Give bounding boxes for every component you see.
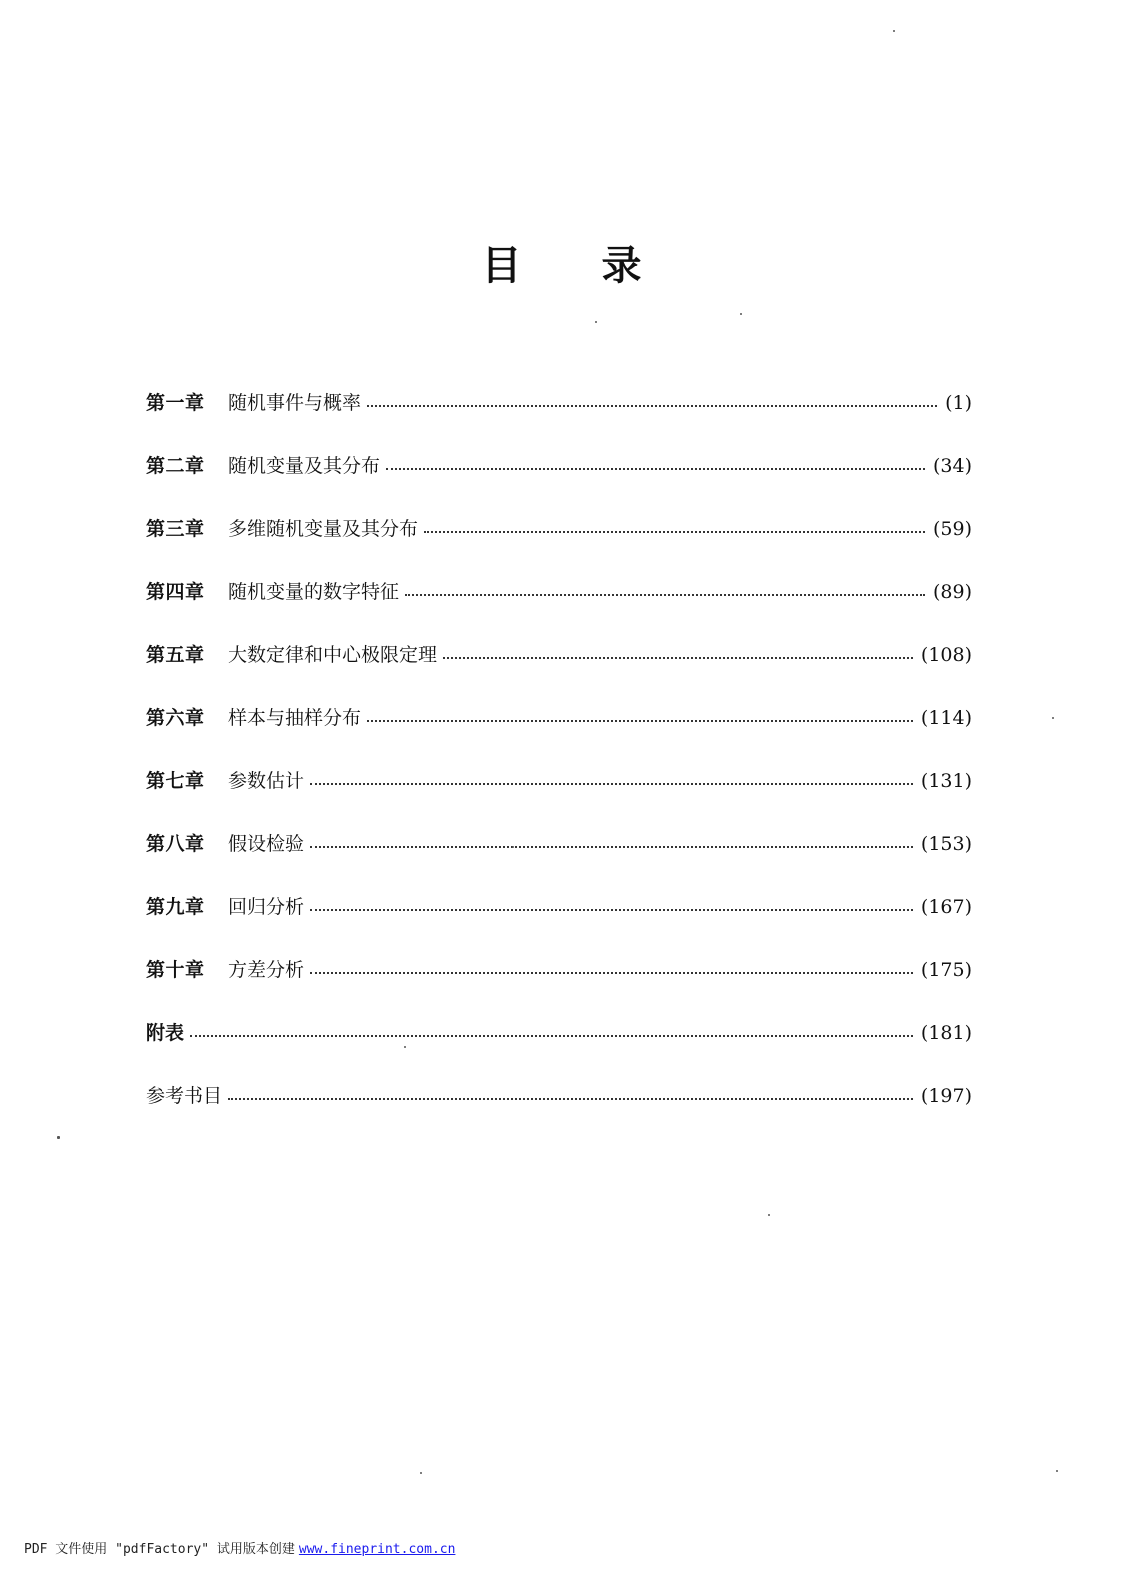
title-char-2: 录 xyxy=(601,242,642,289)
dot-leader xyxy=(228,1098,913,1100)
scan-speck xyxy=(1056,1470,1058,1472)
dot-leader xyxy=(190,1035,913,1037)
dot-leader xyxy=(310,783,913,785)
chapter-title: 假设检验 xyxy=(228,832,305,855)
dot-leader xyxy=(310,972,913,974)
toc-entry-chapter-1[interactable] xyxy=(146,371,972,434)
pdf-footer xyxy=(24,1538,455,1557)
page-number: (1) xyxy=(945,391,972,414)
appendix-title: 附表 xyxy=(146,1021,185,1044)
table-of-contents xyxy=(146,371,972,1127)
scan-speck xyxy=(595,321,597,323)
chapter-title: 多维随机变量及其分布 xyxy=(228,517,419,540)
chapter-number: 第十章 xyxy=(146,958,205,981)
dot-leader xyxy=(310,909,913,911)
footer-link[interactable]: www.fineprint.com.cn xyxy=(298,1542,456,1557)
toc-entry-chapter-5[interactable] xyxy=(146,623,972,686)
scan-speck xyxy=(1052,717,1054,719)
page-title xyxy=(0,238,1123,294)
dot-leader xyxy=(367,405,937,407)
page-number: (89) xyxy=(932,580,972,603)
dot-leader xyxy=(367,720,913,722)
footer-text: PDF 文件使用 "pdfFactory" 试用版本创建 xyxy=(24,1542,295,1557)
chapter-number: 第三章 xyxy=(146,517,205,540)
dot-leader xyxy=(405,594,925,596)
page-number: (167) xyxy=(920,895,972,918)
toc-entry-chapter-9[interactable] xyxy=(146,875,972,938)
page-number: (175) xyxy=(920,958,972,981)
page-number: (59) xyxy=(932,517,972,540)
dot-leader xyxy=(386,468,925,470)
scan-speck xyxy=(57,1136,60,1139)
page-number: (181) xyxy=(920,1021,972,1044)
dot-leader xyxy=(310,846,913,848)
references-title: 参考书目 xyxy=(146,1084,223,1107)
page-number: (131) xyxy=(920,769,972,792)
page-number: (197) xyxy=(920,1084,972,1107)
page-number: (114) xyxy=(920,706,972,729)
toc-entry-chapter-10[interactable] xyxy=(146,938,972,1001)
chapter-number: 第八章 xyxy=(146,832,205,855)
chapter-title: 大数定律和中心极限定理 xyxy=(228,643,438,666)
dot-leader xyxy=(424,531,925,533)
toc-entry-references[interactable] xyxy=(146,1064,972,1127)
scan-speck xyxy=(512,846,514,848)
chapter-number: 第九章 xyxy=(146,895,205,918)
scan-speck xyxy=(768,1214,770,1216)
chapter-title: 方差分析 xyxy=(228,958,305,981)
scan-speck xyxy=(420,1472,422,1474)
toc-entry-chapter-6[interactable] xyxy=(146,686,972,749)
chapter-title: 回归分析 xyxy=(228,895,305,918)
chapter-number: 第五章 xyxy=(146,643,205,666)
toc-entry-chapter-8[interactable] xyxy=(146,812,972,875)
toc-entry-chapter-7[interactable] xyxy=(146,749,972,812)
chapter-title: 随机变量及其分布 xyxy=(228,454,381,477)
scan-speck xyxy=(893,30,895,32)
title-char-1: 目 xyxy=(481,242,522,289)
scan-speck xyxy=(404,1046,406,1048)
chapter-title: 样本与抽样分布 xyxy=(228,706,362,729)
page-number: (34) xyxy=(932,454,972,477)
chapter-title: 参数估计 xyxy=(228,769,305,792)
chapter-number: 第一章 xyxy=(146,391,205,414)
chapter-number: 第七章 xyxy=(146,769,205,792)
page-number: (108) xyxy=(920,643,972,666)
chapter-title: 随机事件与概率 xyxy=(228,391,362,414)
toc-entry-chapter-3[interactable] xyxy=(146,497,972,560)
chapter-number: 第二章 xyxy=(146,454,205,477)
toc-entry-chapter-2[interactable] xyxy=(146,434,972,497)
toc-entry-chapter-4[interactable] xyxy=(146,560,972,623)
dot-leader xyxy=(443,657,913,659)
page-number: (153) xyxy=(920,832,972,855)
toc-entry-appendix-tables[interactable] xyxy=(146,1001,972,1064)
chapter-number: 第四章 xyxy=(146,580,205,603)
chapter-number: 第六章 xyxy=(146,706,205,729)
scan-speck xyxy=(740,313,742,315)
chapter-title: 随机变量的数字特征 xyxy=(228,580,400,603)
